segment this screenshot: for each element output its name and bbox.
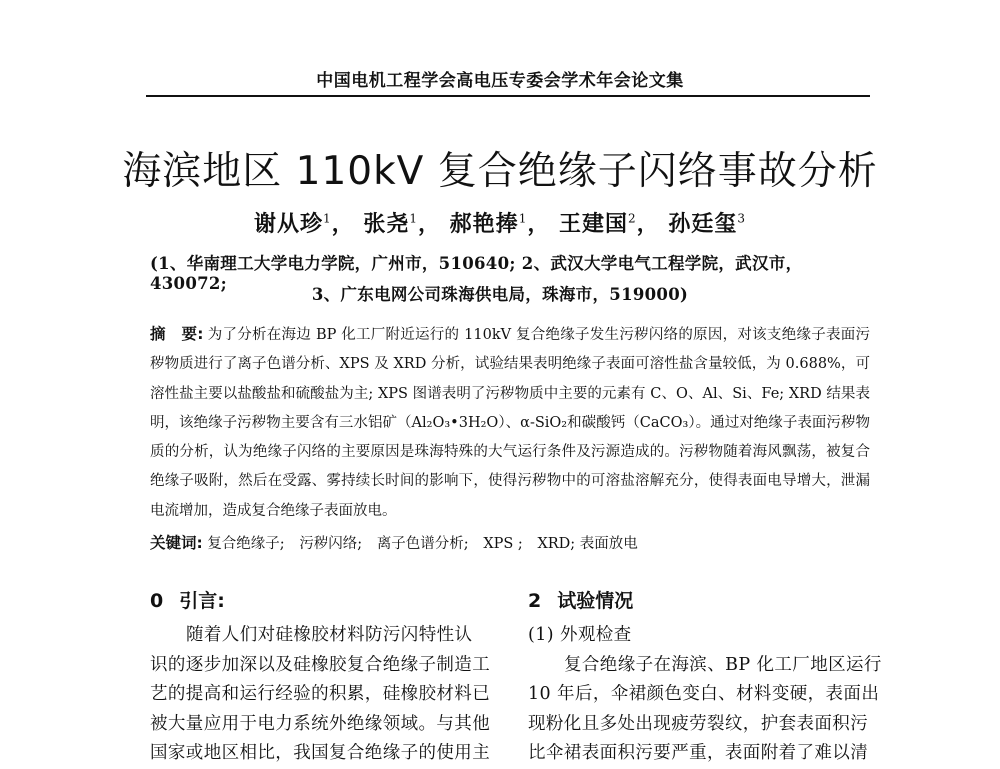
section-title: 试验情况: [557, 590, 634, 612]
header-rule: [146, 95, 870, 97]
keyword: XRD; 表面放电: [537, 536, 638, 552]
author-name: 谢从珍: [254, 211, 324, 237]
affiliation-line-2: 3、广东电网公司珠海供电局，珠海市，519000): [311, 285, 689, 304]
section-number: 2: [528, 590, 542, 612]
paper-title: 海滨地区 110kV 复合绝缘子闪络事故分析: [122, 149, 878, 194]
body-line: 比伞裙表面积污要严重，表面附着了难以清: [528, 743, 869, 763]
keyword: 离子色谱分析;: [376, 536, 469, 552]
keyword: XPS ;: [483, 536, 523, 552]
affiliation-line-1: (1、华南理工大学电力学院，广州市，510640; 2、武汉大学电气工程学院，武汉市，430072;: [150, 254, 803, 293]
body-line: 识的逐步加深以及硅橡胶复合绝缘子制造工: [150, 654, 491, 675]
author-affiliation-mark: 1: [323, 211, 332, 226]
tests-column: [528, 621, 882, 769]
author-name: 张尧: [363, 211, 410, 237]
section-number: 0: [150, 590, 164, 612]
body-line: 10 年后，伞裙颜色变白、材料变硬，表面出: [528, 684, 880, 704]
author-name: 王建国: [559, 211, 629, 237]
author-affiliation-mark: 1: [409, 211, 418, 226]
author-name: 孙廷玺: [668, 211, 738, 237]
body-line: 艺的提高和运行经验的积累，硅橡胶材料已: [150, 684, 491, 704]
running-header: 中国电机工程学会高电压专委会学术年会论文集: [316, 71, 684, 91]
abstract: [150, 320, 870, 526]
section-heading-intro: [150, 586, 225, 613]
body-line: 国家或地区相比，我国复合绝缘子的使用主: [150, 743, 491, 763]
body-line: 现粉化且多处出现疲劳裂纹，护套表面积污: [528, 713, 869, 734]
author-affiliation-mark: 3: [737, 211, 746, 226]
author-affiliation-mark: 2: [628, 211, 637, 226]
section-heading-tests: [528, 586, 633, 613]
body-line: 随着人们对硅橡胶材料防污闪特性认: [186, 625, 473, 645]
keyword: 复合绝缘子;: [207, 536, 285, 552]
body-line: 复合绝缘子在海滨、BP 化工厂地区运行: [564, 654, 882, 675]
abstract-label: 摘 要:: [150, 325, 204, 343]
keywords-label: 关键词:: [150, 534, 203, 552]
author-affiliation-mark: 1: [518, 211, 528, 226]
abstract-text: 为了分析在海边 BP 化工厂附近运行的 110kV 复合绝缘子发生污秽闪络的原因，对该支绝缘子表面污秽物质进行了离子色谱分析、XPS 及 XRD 分析，试验结果表明绝缘子表面可溶性盐含量较低，为 0.688%，可溶性盐主要以盐酸盐和硫酸盐为主; XPS 图谱表明了污秽物质中主要的元素有 C、O、Al、Si、Fe; XRD 结果表明，该绝缘子污秽物主要含有三水铝矿（Al₂O₃•3H₂O）、α-SiO₂和碳酸钙（CaCO₃）。通过对绝缘子表面污秽物质的分析，认为绝缘子闪络的主要原因是珠海特殊的大气运行条件及污源造成的。污秽物随着海风飘荡，被复合绝缘子吸附，然后在受露、雾持续长时间的影响下，使得污秽物中的可溶盐溶解充分，使得表面电导增大，泄漏电流增加，造成复合绝缘子表面放电。: [150, 327, 870, 519]
subsection-heading: (1) 外观检查: [528, 625, 632, 645]
author-name: 郝艳捧: [449, 211, 519, 237]
author-list: 谢从珍$^1$， 张尧$^1$， 郝艳捧$^1$， 王建国$^2$， 孙廷玺$^3$: [254, 211, 746, 237]
section-title: 引言:: [179, 590, 225, 612]
body-line: 被大量应用于电力系统外绝缘领域。与其他: [150, 713, 491, 734]
intro-column: [150, 621, 495, 769]
keyword: 污秽闪络;: [299, 536, 363, 552]
keywords: [150, 531, 870, 553]
